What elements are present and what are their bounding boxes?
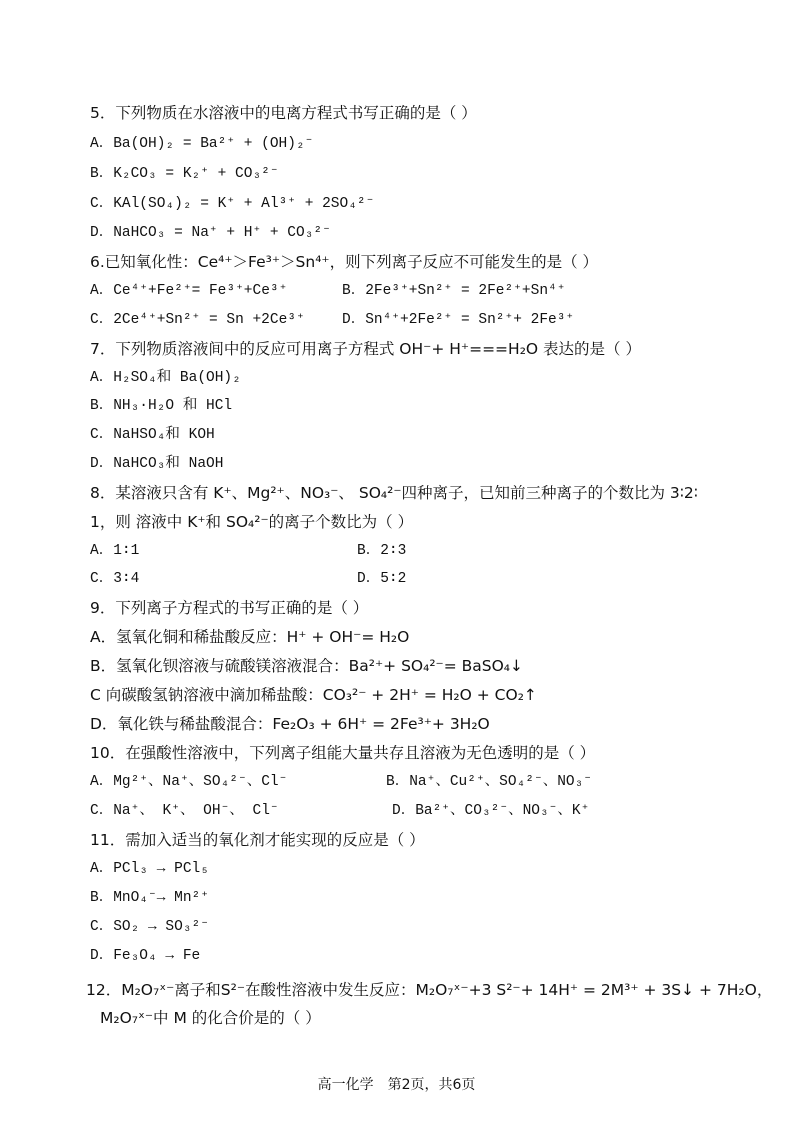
q9-option-b: B．氢氧化钡溶液与硫酸镁溶液混合：Ba²⁺+ SO₄²⁻= BaSO₄↓ [90,657,524,675]
q7-stem: 7．下列物质溶液间中的反应可用离子方程式 OH⁻+ H⁺===H₂O 表达的是（ ） [90,340,641,358]
q9-option-a: A．氢氧化铜和稀盐酸反应：H⁺ + OH⁻= H₂O [90,628,410,646]
q8-stem-continued: 1，则 溶液中 K⁺和 SO₄²⁻的离子个数比为（ ） [90,513,414,531]
q6-option-c: C．2Ce⁴⁺+Sn²⁺ = Sn +2Ce³⁺ [90,312,305,328]
q7-option-b: B．NH₃·H₂O 和 HCl [90,398,233,414]
q11-option-d: D．Fe₃O₄ → Fe [90,948,201,964]
q5-option-d: D．NaHCO₃ = Na⁺ + H⁺ + CO₃²⁻ [90,225,331,241]
q6-stem: 6.已知氧化性：Ce⁴⁺＞Fe³⁺＞Sn⁴⁺，则下列离子反应不可能发生的是（ ） [90,253,599,271]
q6-option-b: B．2Fe³⁺+Sn²⁺ = 2Fe²⁺+Sn⁴⁺ [342,283,566,299]
q6-option-d: D．Sn⁴⁺+2Fe²⁺ = Sn²⁺+ 2Fe³⁺ [342,312,575,328]
q10-option-d: D．Ba²⁺、CO₃²⁻、NO₃⁻、K⁺ [392,803,590,819]
q8-option-b: B．2∶3 [357,543,407,559]
q11-option-a: A．PCl₃ → PCl₅ [90,861,209,877]
page-footer: 高一化学 第2页，共6页 [317,1077,476,1093]
q11-stem: 11．需加入适当的氧化剂才能实现的反应是（ ） [90,831,425,849]
q5-option-c: C．KAl(SO₄)₂ = K⁺ + Al³⁺ + 2SO₄²⁻ [90,196,375,212]
q9-option-d: D．氧化铁与稀盐酸混合：Fe₂O₃ + 6H⁺ = 2Fe³⁺+ 3H₂O [90,715,490,733]
q10-option-a: A．Mg²⁺、Na⁺、SO₄²⁻、Cl⁻ [90,774,288,790]
q12-stem-continued: M₂O₇ˣ⁻中 M 的化合价是的（ ） [100,1009,321,1027]
q9-option-c: C 向碳酸氢钠溶液中滴加稀盐酸：CO₃²⁻ + 2H⁺ = H₂O + CO₂↑ [90,686,537,704]
q10-option-c: C．Na⁺、 K⁺、 OH⁻、 Cl⁻ [90,803,279,819]
q7-option-c: C．NaHSO₄和 KOH [90,427,215,443]
q7-option-d: D．NaHCO₃和 NaOH [90,456,224,472]
q8-option-c: C．3∶4 [90,571,140,587]
q10-stem: 10．在强酸性溶液中，下列离子组能大量共存且溶液为无色透明的是（ ） [90,744,596,762]
q8-option-a: A．1∶1 [90,543,140,559]
q11-option-b: B．MnO₄⁻→ Mn²⁺ [90,890,209,906]
q6-option-a: A．Ce⁴⁺+Fe²⁺= Fe³⁺+Ce³⁺ [90,283,288,299]
q8-option-d: D．5∶2 [357,571,407,587]
q7-option-a: A．H₂SO₄和 Ba(OH)₂ [90,370,241,386]
q5-option-a: A．Ba(OH)₂ = Ba²⁺ + (OH)₂⁻ [90,136,314,152]
q10-option-b: B．Na⁺、Cu²⁺、SO₄²⁻、NO₃⁻ [386,774,593,790]
q9-stem: 9．下列离子方程式的书写正确的是（ ） [90,599,369,617]
q5-option-b: B．K₂CO₃ = K₂⁺ + CO₃²⁻ [90,166,279,182]
q8-stem: 8．某溶液只含有 K⁺、Mg²⁺、NO₃⁻、 SO₄²⁻四种离子，已知前三种离子的个数比为 3∶2∶ [90,484,698,502]
q5-stem: 5．下列物质在水溶液中的电离方程式书写正确的是（ ） [90,104,477,122]
q12-stem: 12．M₂O₇ˣ⁻离子和S²⁻在酸性溶液中发生反应：M₂O₇ˣ⁻+3 S²⁻+ 14H⁺ = 2M³⁺ + 3S↓ + 7H₂O， [86,981,773,999]
q11-option-c: C．SO₂ → SO₃²⁻ [90,919,209,935]
